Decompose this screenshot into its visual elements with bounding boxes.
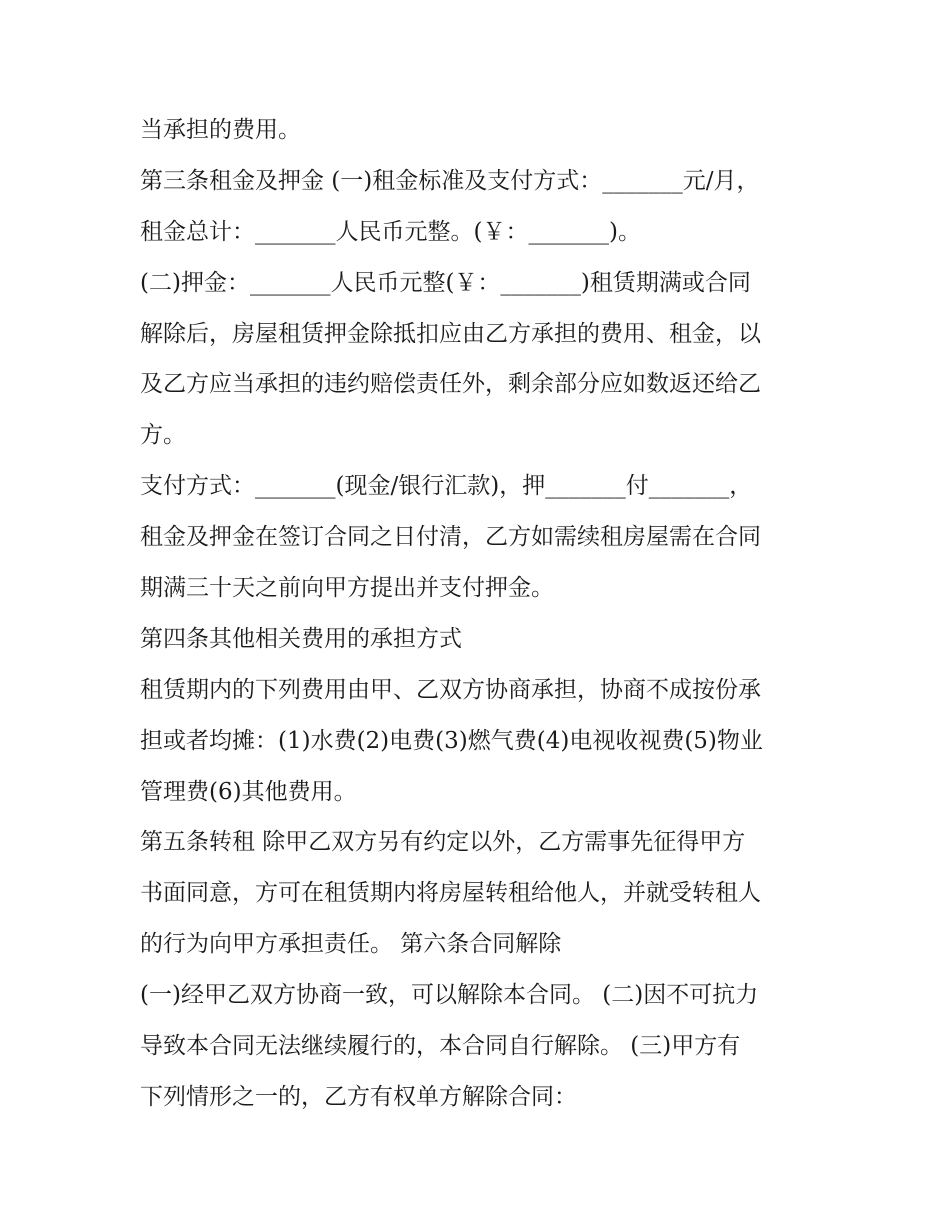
contract-body-text xyxy=(140,105,830,1123)
text-line: 当承担的费用。 xyxy=(140,117,301,143)
text-line: 管理费(6)其他费用。 xyxy=(140,778,357,805)
text-line: (一)经甲乙双方协商一致，可以解除本合同。 (二)因不可抗力 xyxy=(140,982,759,1009)
text-line: 支付方式：_______(现金/银行汇款)，押_______付_______， xyxy=(140,473,753,500)
text-line: 期满三十天之前向甲方提出并支付押金。 xyxy=(140,575,554,602)
text-line: 担或者均摊：(1)水费(2)电费(3)燃气费(4)电视收视费(5)物业 xyxy=(140,727,763,754)
text-line: 及乙方应当承担的违约赔偿责任外，剩余部分应如数返还给乙 xyxy=(140,371,761,398)
text-line: 第五条转租 除甲乙双方另有约定以外，乙方需事先征得甲方 xyxy=(140,829,746,856)
text-line: 租金总计：_______人民币元整。(￥：_______)。 xyxy=(140,218,641,245)
text-line: 的行为向甲方承担责任。 第六条合同解除 xyxy=(140,931,562,958)
text-line: (二)押金：_______人民币元整(￥：_______)租赁期满或合同 xyxy=(140,269,751,296)
text-line: 第三条租金及押金 (一)租金标准及支付方式：_______元/月， xyxy=(140,167,760,194)
text-line: 下列情形之一的，乙方有权单方解除合同： xyxy=(140,1083,577,1110)
text-line: 解除后，房屋租赁押金除抵扣应由乙方承担的费用、租金，以 xyxy=(140,320,761,347)
text-line: 书面同意，方可在租赁期内将房屋转租给他人，并就受转租人 xyxy=(140,880,761,907)
text-line: 租金及押金在签订合同之日付清，乙方如需续租房屋需在合同 xyxy=(140,524,761,551)
text-line: 方。 xyxy=(140,422,186,449)
text-line: 第四条其他相关费用的承担方式 xyxy=(140,625,462,652)
text-line: 导致本合同无法继续履行的，本合同自行解除。 (三)甲方有 xyxy=(140,1033,741,1060)
text-line: 租赁期内的下列费用由甲、乙双方协商承担，协商不成按份承 xyxy=(140,676,761,703)
